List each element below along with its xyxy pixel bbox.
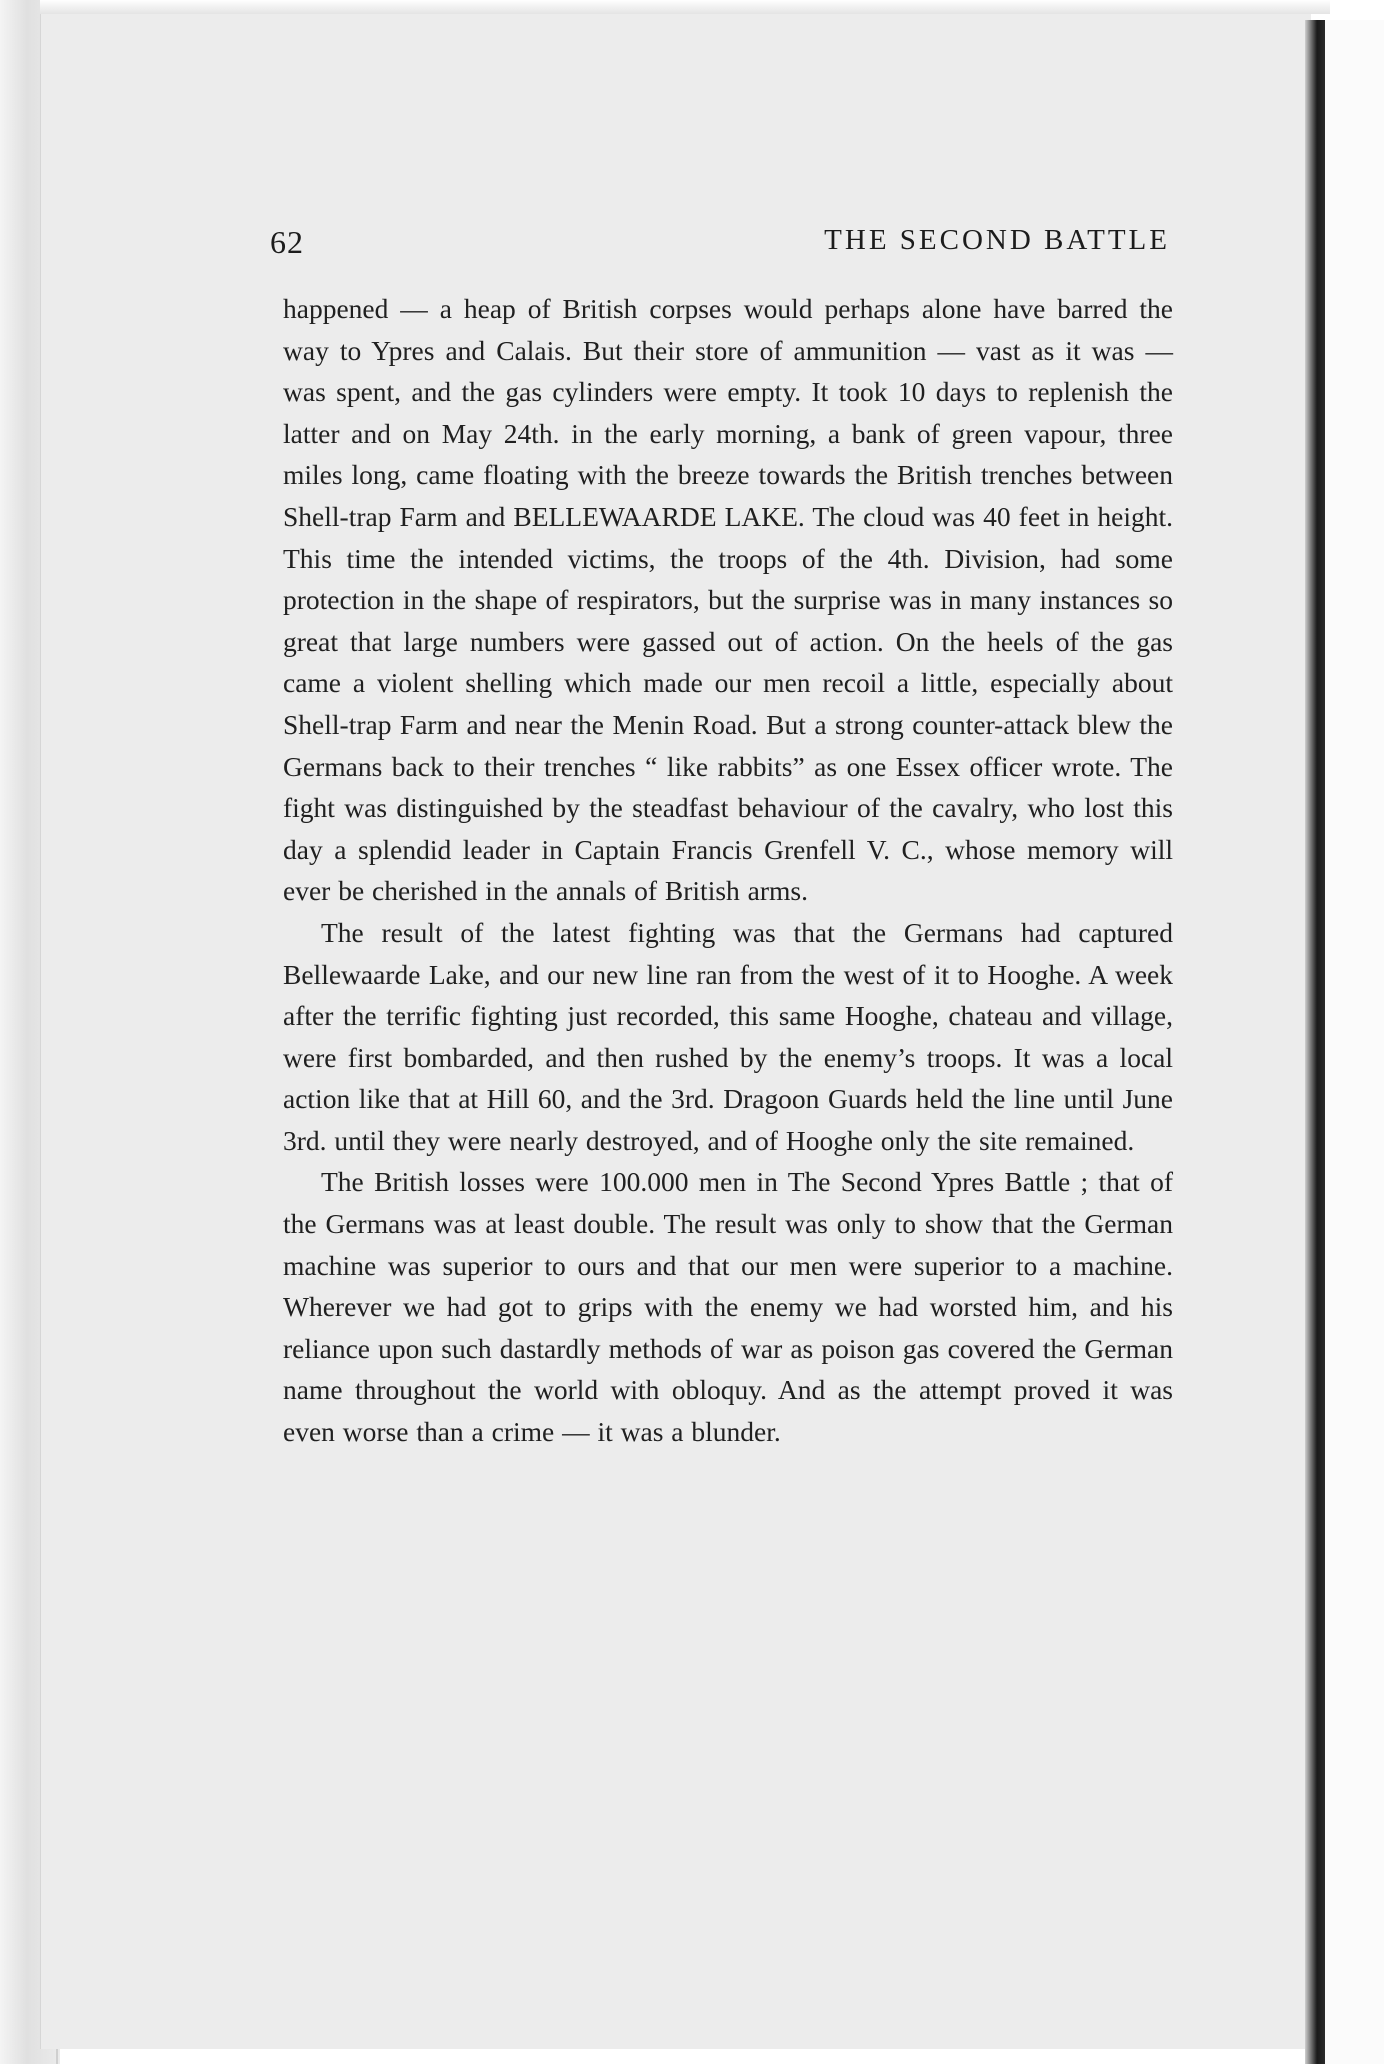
page-top-edge: [40, 0, 1330, 14]
page-number: 62: [270, 224, 304, 260]
paragraph-3: The British losses were 100.000 men in The Second Ypres Battle ; that of the Germans was at least double. The result was only to show that the German machine was superior to ours and that our men were superior to a machine. Wherever we had got to grips with the enemy we had worsted him, and his reliance upon such dastardly methods of war as poison gas covered the German name throughout the world with obloquy. And as the attempt proved it was even worse than a crime — it was a blunder.: [283, 1166, 1173, 1448]
body-text: [283, 288, 1173, 1453]
paragraph-1: happened — a heap of British corpses would perhaps alone have barred the way to Ypres and Calais. But their store of ammunition — vast as it was — was spent, and the gas cylinders were empty. It took 10 days to replenish the latter and on May 24th. in the early morning, a bank of green vapour, three miles long, came floating with the breeze towards the British trenches between Shell-trap Farm and BELLEWAARDE LAKE. The cloud was 40 feet in height. This time the intended victims, the troops of the 4th. Division, had some protection in the shape of respirators, but the surprise was in many instances so great that large numbers were gassed out of action. On the heels of the gas came a violent shelling which made our men recoil a little, especially about Shell-trap Farm and near the Menin Road. But a strong counter-attack blew the Germans back to their trenches “ like rabbits” as one Essex officer wrote. The fight was distinguished by the steadfast behaviour of the cavalry, who lost this day a splendid leader in Captain Francis Grenfell V. C., whose memory will ever be cherished in the annals of British arms.: [283, 293, 1173, 907]
running-title: THE SECOND BATTLE: [824, 224, 1170, 256]
page-right-edge-shadow: [1305, 20, 1325, 2064]
scan-right-margin: [1325, 20, 1384, 2064]
paragraph-2: The result of the latest fighting was that the Germans had captured Bellewaarde Lake, and our new line ran from the west of it to Hooghe. A week after the terrific fighting just recorded, this same Hooghe, chateau and village, were first bombarded, and then rushed by the enemy’s troops. It was a local action like that at Hill 60, and the 3rd. Dragoon Guards held the line until June 3rd. until they were nearly destroyed, and of Hooghe only the site remained.: [283, 916, 1173, 1156]
running-head: [270, 224, 1170, 264]
